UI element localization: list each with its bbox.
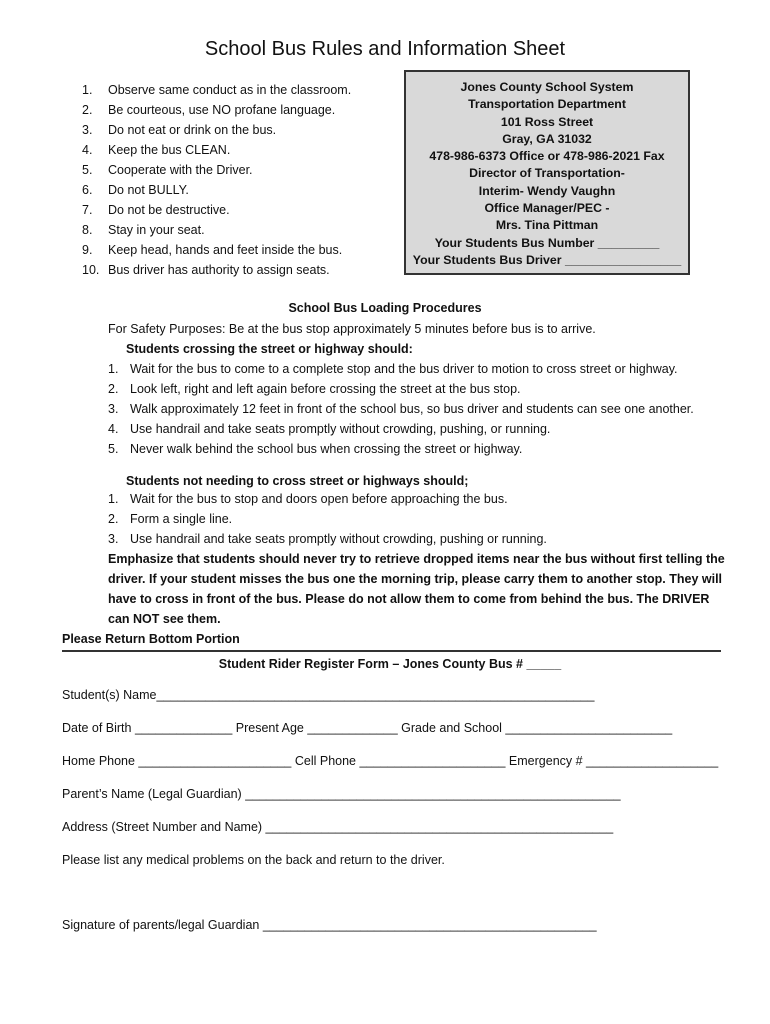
- birth-age-grade-field[interactable]: Date of Birth ______________ Present Age _____________ Grade and School ________________________: [62, 721, 673, 735]
- medical-note: Please list any medical problems on the back and return to the driver.: [62, 853, 445, 867]
- bus-number-field[interactable]: Your Students Bus Number _________: [434, 235, 660, 250]
- info-line: Office Manager/PEC -: [484, 201, 610, 216]
- info-line: Jones County School System: [460, 80, 634, 94]
- signature-field[interactable]: Signature of parents/legal Guardian ________________________________________________: [62, 918, 597, 932]
- rule-item: 9. Keep head, hands and feet inside the bus.: [82, 243, 343, 257]
- info-line: 101 Ross Street: [500, 114, 594, 129]
- parent-name-field[interactable]: Parent’s Name (Legal Guardian) ______________________________________________________: [62, 787, 621, 801]
- list-item: 2. Form a single line.: [108, 512, 233, 526]
- rule-item: 6. Do not BULLY.: [82, 183, 189, 197]
- phone-fields[interactable]: Home Phone ______________________ Cell Phone _____________________ Emergency # ___________________: [62, 754, 719, 768]
- info-line: Mrs. Tina Pittman: [495, 218, 599, 233]
- info-line: Gray, GA 31032: [502, 131, 592, 146]
- page-title: School Bus Rules and Information Sheet: [204, 38, 566, 60]
- students-name-field[interactable]: Student(s) Name_______________________________________________________________: [62, 688, 595, 702]
- safety-note: For Safety Purposes: Be at the bus stop approximately 5 minutes before bus is to arrive.: [108, 322, 596, 336]
- bus-driver-field[interactable]: Your Students Bus Driver _________________: [412, 252, 682, 267]
- noncrossing-steps-list: [108, 489, 547, 549]
- rule-item: 4. Keep the bus CLEAN.: [82, 143, 231, 157]
- info-line: Director of Transportation-: [469, 166, 625, 181]
- emphasis-paragraph: Emphasize that students should never try to retrieve dropped items near the bus without first telling the driver. If your student misses the bus one the morning trip, please carry them to another stop. They will have to cross in front of the bus. Please do not allow them to come from behind the bus. The DRIVER can NOT see them.: [108, 552, 725, 626]
- contact-info-box: [404, 70, 690, 275]
- address-field[interactable]: Address (Street Number and Name) __________________________________________________: [62, 820, 614, 834]
- list-item: 1. Wait for the bus to stop and doors open before approaching the bus.: [108, 492, 508, 506]
- list-item: 5. Never walk behind the school bus when crossing the street or highway.: [108, 442, 523, 456]
- form-title: Student Rider Register Form – Jones County Bus # _____: [218, 657, 562, 671]
- divider: [62, 650, 721, 652]
- list-item: 3. Use handrail and take seats promptly without crowding, pushing or running.: [108, 532, 547, 546]
- bus-rules-list: [82, 80, 402, 280]
- info-line: 478-986-6373 Office or 478-986-2021 Fax: [429, 149, 665, 164]
- noncrossing-heading: Students not needing to cross street or highways should;: [126, 474, 469, 488]
- list-item: 1. Wait for the bus to come to a complete stop and the bus driver to motion to cross street or highway.: [108, 362, 678, 376]
- list-item: 2. Look left, right and left again before crossing the street at the bus stop.: [108, 382, 521, 396]
- loading-procedures-heading: School Bus Loading Procedures: [288, 301, 482, 315]
- rule-item: 1. Observe same conduct as in the classroom.: [82, 83, 352, 97]
- rule-item: 2. Be courteous, use NO profane language.: [82, 103, 336, 117]
- rule-item: 5. Cooperate with the Driver.: [82, 163, 253, 177]
- rule-item: 8. Stay in your seat.: [82, 223, 205, 237]
- crossing-heading: Students crossing the street or highway should:: [126, 342, 413, 356]
- list-item: 3. Walk approximately 12 feet in front of the school bus, so bus driver and students can see one another.: [108, 402, 694, 416]
- rule-item: 10. Bus driver has authority to assign seats.: [82, 263, 330, 277]
- list-item: 4. Use handrail and take seats promptly without crowding, pushing, or running.: [108, 422, 551, 436]
- info-line: Interim- Wendy Vaughn: [478, 183, 616, 198]
- return-note: Please Return Bottom Portion: [62, 632, 240, 646]
- rule-item: 7. Do not be destructive.: [82, 203, 230, 217]
- crossing-steps-list: [108, 359, 694, 459]
- rule-item: 3. Do not eat or drink on the bus.: [82, 123, 277, 137]
- info-line: Transportation Department: [468, 97, 626, 112]
